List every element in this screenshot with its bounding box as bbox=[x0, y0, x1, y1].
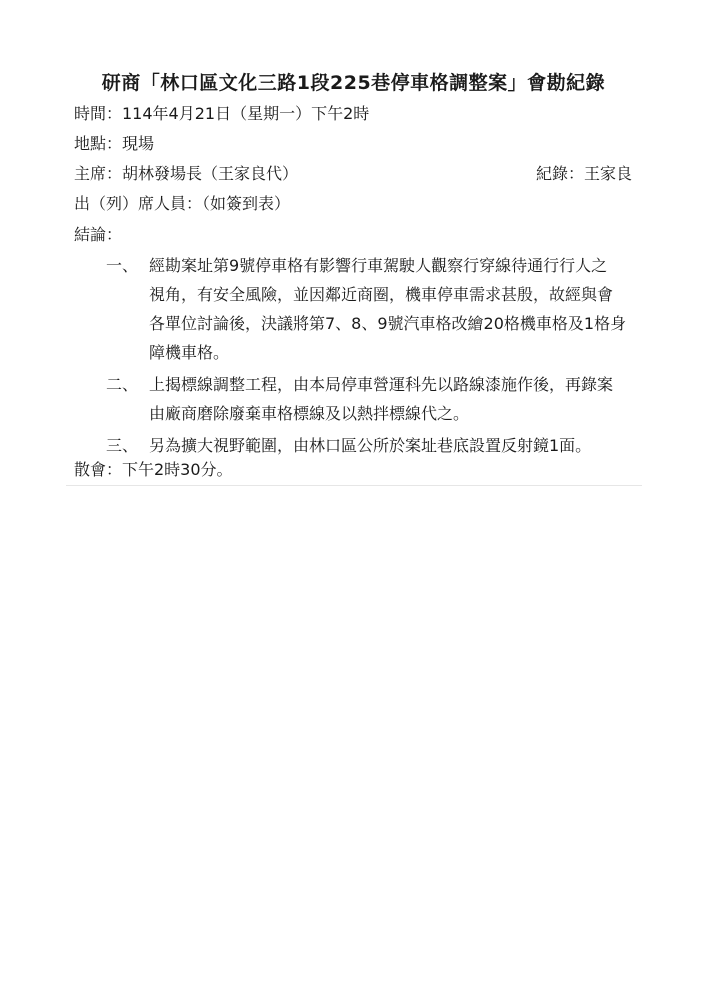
item-text bbox=[149, 431, 649, 460]
item-line: 視角，有安全風險，並因鄰近商圈，機車停車需求甚殷，故經與會 bbox=[149, 285, 614, 304]
document-title: 研商「林口區文化三路1段225巷停車格調整案」會勘紀錄 bbox=[101, 72, 606, 94]
bottom-divider bbox=[66, 485, 642, 486]
meeting-adjourn: 散會：下午2時30分。 bbox=[74, 460, 233, 479]
item-text bbox=[149, 251, 649, 367]
meeting-recorder: 紀錄：王家良 bbox=[536, 164, 633, 183]
item-line: 各單位討論後，決議將第7、8、9號汽車格改繪20格機車格及1格身 bbox=[149, 314, 627, 333]
meeting-place: 地點：現場 bbox=[74, 134, 155, 153]
item-number: 一、 bbox=[106, 256, 139, 275]
item-text bbox=[149, 370, 649, 428]
item-line: 障機車格。 bbox=[149, 343, 230, 362]
item-line: 經勘案址第9號停車格有影響行車駕駛人觀察行穿線待通行行人之 bbox=[149, 256, 608, 275]
item-number: 三、 bbox=[106, 436, 139, 455]
item-number: 二、 bbox=[106, 375, 139, 394]
meeting-attendees: 出（列）席人員：（如簽到表） bbox=[74, 194, 291, 213]
meeting-chair: 主席：胡林發場長（王家良代） bbox=[74, 164, 299, 183]
item-line: 另為擴大視野範圍，由林口區公所於案址巷底設置反射鏡1面。 bbox=[149, 436, 592, 455]
conclusion-label: 結論： bbox=[74, 225, 123, 244]
meeting-time: 時間：114年4月21日（星期一）下午2時 bbox=[74, 104, 370, 123]
item-line: 由廠商磨除廢棄車格標線及以熱拌標線代之。 bbox=[149, 404, 470, 423]
item-line: 上揭標線調整工程，由本局停車營運科先以路線漆施作後，再錄案 bbox=[149, 375, 614, 394]
